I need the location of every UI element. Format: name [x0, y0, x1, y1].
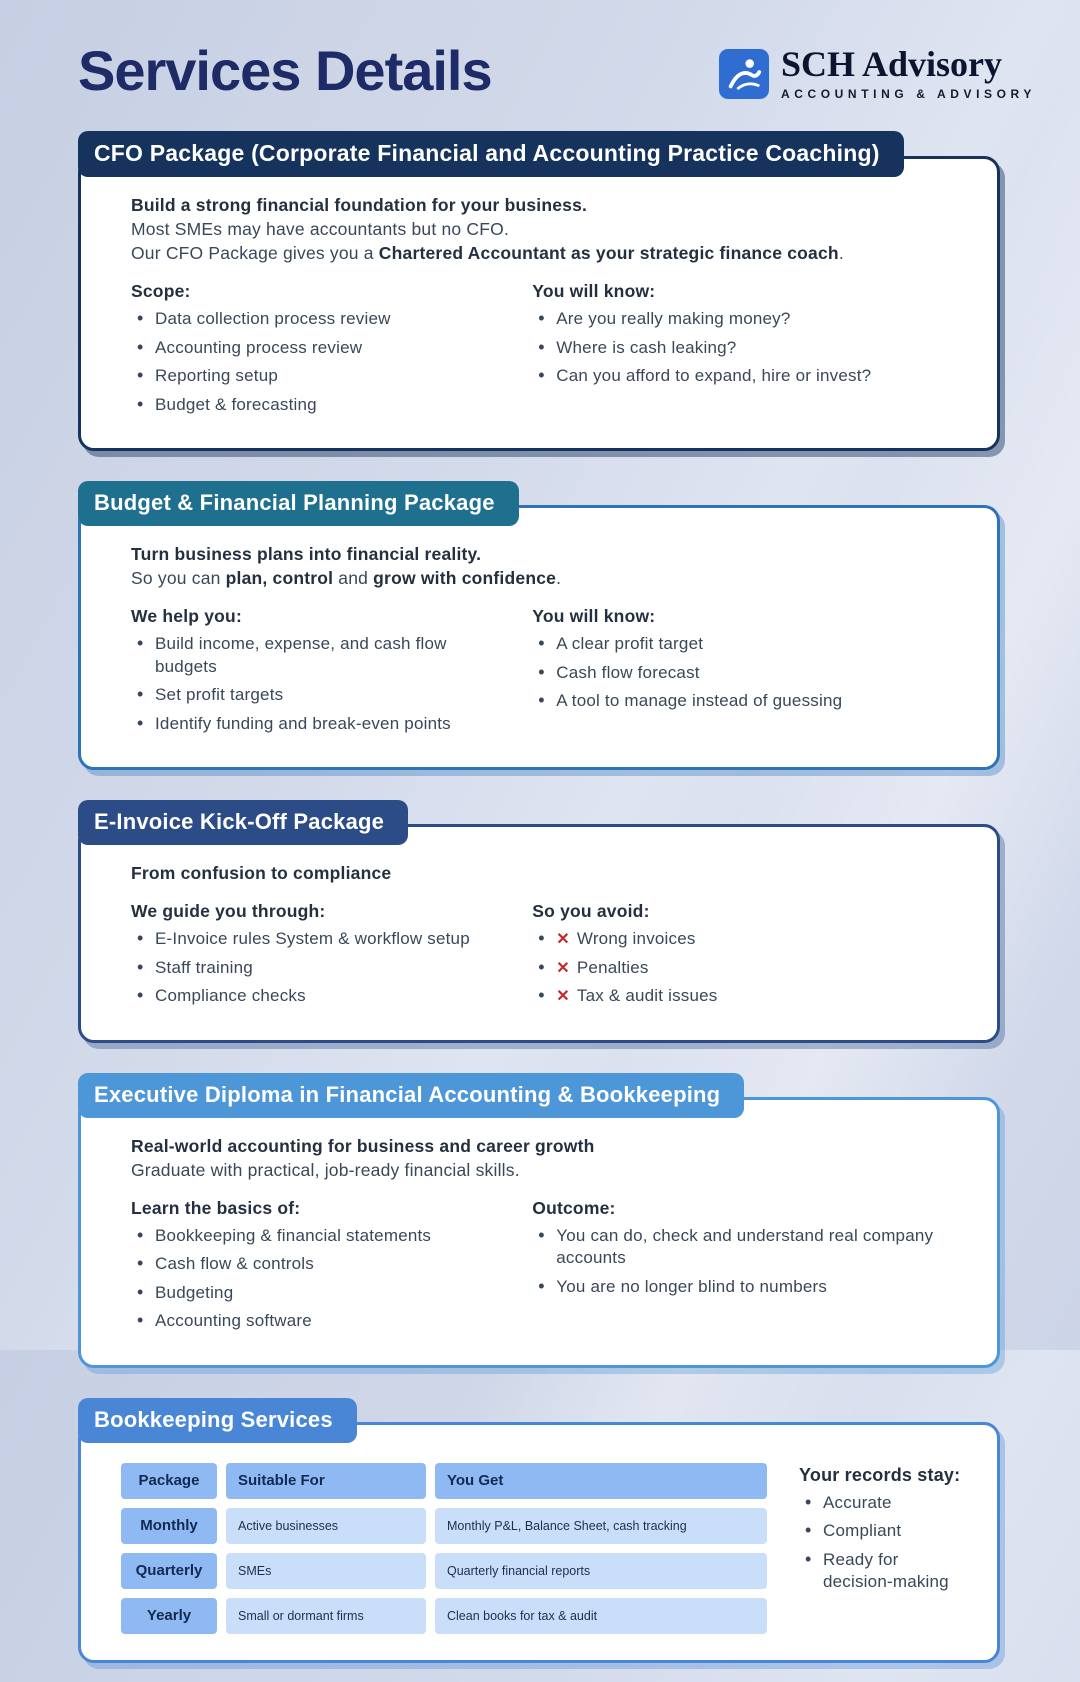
table-row-label: Monthly [121, 1508, 217, 1544]
cfo-intro [131, 193, 967, 265]
bullet-item: • You can do, check and understand real company accounts [532, 1225, 967, 1270]
einvoice-columns [131, 901, 967, 1013]
know-list [532, 633, 967, 712]
bullet-text: Tax & audit issues [576, 986, 718, 1006]
table-cell: Active businesses [226, 1508, 426, 1544]
intro-text: . [556, 568, 562, 589]
section-cfo-card [78, 156, 1000, 451]
intro-text-bold: grow with confidence [373, 568, 557, 589]
section-cfo-header: CFO Package (Corporate Financial and Accounting Practice Coaching) [78, 131, 904, 177]
bullet-item: • Bookkeeping & financial statements [131, 1225, 512, 1247]
page-title: Services Details [78, 39, 492, 102]
logo-person-icon [719, 49, 769, 99]
intro-line: Turn business plans into financial reality. [131, 544, 482, 565]
bookkeeping-body [121, 1463, 967, 1634]
bullet-item: • Accounting software [131, 1310, 512, 1332]
bullet-item: • Data collection process review [131, 308, 512, 330]
header [78, 39, 1040, 102]
column-heading: You will know: [532, 606, 656, 627]
bullet-item: • Budgeting [131, 1282, 512, 1304]
budget-intro [131, 542, 967, 590]
red-x-icon: ✕ [556, 988, 570, 1006]
section-einvoice [78, 800, 1000, 1042]
guide-list [131, 928, 512, 1007]
budget-columns [131, 606, 967, 741]
intro-line: Most SMEs may have accountants but no CFO. [131, 219, 510, 240]
bookkeeping-table [121, 1463, 767, 1634]
section-cfo-package [78, 131, 1000, 451]
cfo-scope-column [131, 281, 532, 422]
section-einvoice-header: E-Invoice Kick-Off Package [78, 800, 408, 845]
records-list [799, 1492, 967, 1594]
section-einvoice-card [78, 824, 1000, 1042]
bullet-item: • Set profit targets [131, 684, 512, 706]
bullet-item [532, 928, 967, 950]
table-header-you-get: You Get [435, 1463, 767, 1499]
bullet-item: • Are you really making money? [532, 308, 967, 330]
column-heading: You will know: [532, 281, 656, 302]
table-header-suitable-for: Suitable For [226, 1463, 426, 1499]
column-heading: Your records stay: [799, 1464, 961, 1485]
budget-help-column [131, 606, 532, 741]
section-bookkeeping [78, 1398, 1000, 1663]
bullet-item: • Accounting process review [131, 337, 512, 359]
logo-tagline: ACCOUNTING & ADVISORY [780, 87, 1036, 101]
table-cell: Quarterly financial reports [435, 1553, 767, 1589]
einvoice-intro [131, 861, 967, 885]
records-column [799, 1463, 967, 1634]
table-row-label: Yearly [121, 1598, 217, 1634]
outcome-list [532, 1225, 967, 1298]
bullet-text: Penalties [576, 957, 649, 977]
cfo-columns [131, 281, 967, 422]
bullet-item [532, 985, 967, 1007]
logo-name: SCH Advisory [780, 44, 1002, 84]
table-header-package: Package [121, 1463, 217, 1499]
red-x-icon: ✕ [556, 959, 570, 977]
column-heading: We help you: [131, 606, 242, 627]
column-heading: We guide you through: [131, 901, 326, 922]
table-cell: Clean books for tax & audit [435, 1598, 767, 1634]
intro-line [131, 566, 967, 590]
budget-know-column [532, 606, 967, 741]
bullet-item: • E-Invoice rules System & workflow setup [131, 928, 512, 950]
table-cell: Monthly P&L, Balance Sheet, cash tracking [435, 1508, 767, 1544]
einvoice-guide-column [131, 901, 532, 1013]
bullet-item: • Can you afford to expand, hire or invest? [532, 365, 967, 387]
section-budget-header: Budget & Financial Planning Package [78, 481, 519, 526]
column-heading: So you avoid: [532, 901, 650, 922]
bullet-item: • Where is cash leaking? [532, 337, 967, 359]
intro-line: From confusion to compliance [131, 863, 392, 884]
help-list [131, 633, 512, 735]
bullet-item: • Accurate [799, 1492, 967, 1514]
einvoice-avoid-column [532, 901, 967, 1013]
section-bookkeeping-header: Bookkeeping Services [78, 1398, 357, 1443]
table-cell: SMEs [226, 1553, 426, 1589]
diploma-intro [131, 1134, 967, 1182]
scope-list [131, 308, 512, 416]
bullet-item [532, 957, 967, 979]
logo [719, 46, 1036, 101]
basics-list [131, 1225, 512, 1333]
bullet-item: • Compliant [799, 1520, 967, 1542]
intro-text: So you can [131, 568, 226, 589]
section-bookkeeping-card [78, 1422, 1000, 1663]
intro-text-bold: plan, control [225, 568, 334, 589]
bullet-item: • A tool to manage instead of guessing [532, 690, 967, 712]
intro-text: . [838, 243, 844, 264]
avoid-list [532, 928, 967, 1007]
intro-line: Graduate with practical, job-ready financial skills. [131, 1159, 520, 1180]
section-budget-card [78, 505, 1000, 770]
section-budget-planning [78, 481, 1000, 770]
intro-line [131, 241, 967, 265]
column-heading: Scope: [131, 281, 191, 302]
bullet-item: • Reporting setup [131, 365, 512, 387]
bullet-item: • Compliance checks [131, 985, 512, 1007]
section-diploma-card [78, 1097, 1000, 1368]
bullet-item: • Cash flow & controls [131, 1253, 512, 1275]
column-heading: Outcome: [532, 1197, 616, 1218]
know-list [532, 308, 967, 387]
intro-text: and [333, 568, 374, 589]
diploma-columns [131, 1198, 967, 1339]
intro-text-bold: Chartered Accountant as your strategic finance coach [378, 243, 839, 264]
cfo-know-column [532, 281, 967, 422]
bullet-item: • Staff training [131, 957, 512, 979]
table-cell: Small or dormant firms [226, 1598, 426, 1634]
diploma-outcome-column [532, 1198, 967, 1339]
bullet-item: • A clear profit target [532, 633, 967, 655]
intro-line: Real-world accounting for business and career growth [131, 1135, 595, 1156]
section-diploma [78, 1073, 1000, 1368]
bullet-item: • Cash flow forecast [532, 662, 967, 684]
section-diploma-header: Executive Diploma in Financial Accounting & Bookkeeping [78, 1073, 744, 1118]
red-x-icon: ✕ [556, 931, 570, 949]
bullet-item: • You are no longer blind to numbers [532, 1276, 967, 1298]
bullet-item: • Build income, expense, and cash flow budgets [131, 633, 512, 678]
column-heading: Learn the basics of: [131, 1197, 301, 1218]
diploma-basics-column [131, 1198, 532, 1339]
intro-text: Our CFO Package gives you a [131, 243, 379, 264]
bullet-item: • Identify funding and break-even points [131, 713, 512, 735]
table-row-label: Quarterly [121, 1553, 217, 1589]
bullet-item: • Budget & forecasting [131, 394, 512, 416]
logo-text [781, 46, 1036, 101]
intro-line: Build a strong financial foundation for your business. [131, 195, 588, 215]
bullet-item: • Ready for decision-making [799, 1549, 967, 1594]
bullet-text: Wrong invoices [576, 929, 696, 949]
